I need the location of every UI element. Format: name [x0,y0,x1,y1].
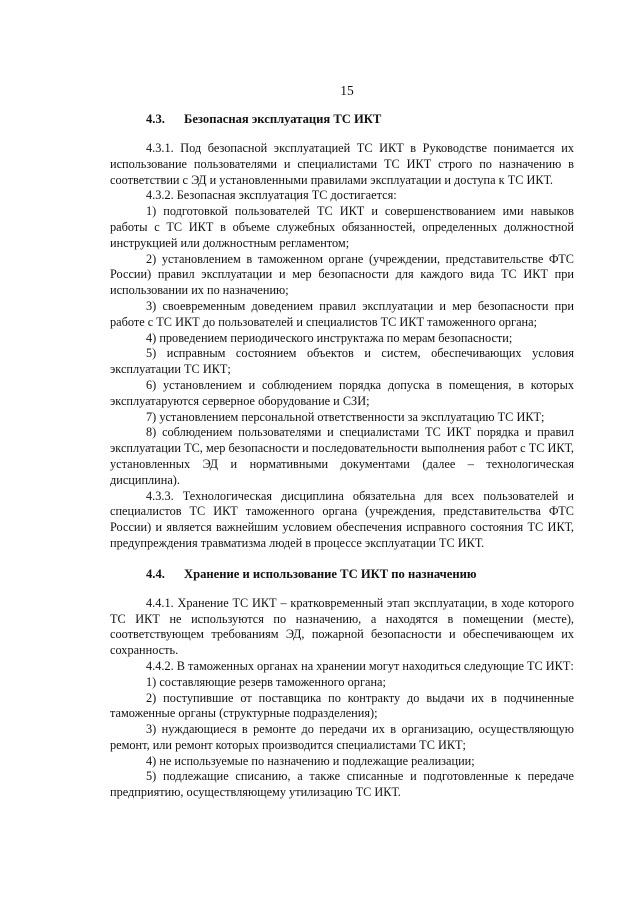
list-item-4: 4) не используемые по назначению и подлежащие реализации; [146,753,475,768]
list-item-2: 2) установлением в таможенном органе (учреждении, представительстве ФТС России) правил эксплуатации и мер безопасности для каждого вида ТС ИКТ при использовании их по назначению; [110,251,574,298]
list-item-5: 5) исправным состоянием объектов и систем, обеспечивающих условия эксплуатации ТС ИКТ; [110,346,574,377]
list-item-8: 8) соблюдением пользователями и специалистами ТС ИКТ порядка и правил эксплуатации ТС, мер безопасности и последовательности выполнения работ с ТС ИКТ, установленных ЭД и нормативными документами (далее – технологическая дисциплина). [110,425,574,487]
list-item-3: 3) нуждающиеся в ремонте до передачи их в организацию, осуществляющую ремонт, или ремонт которых производится специалистами ТС ИКТ; [110,722,574,752]
list-item-2: 2) поступившие от поставщика по контракту до выдачи их в подчиненные таможенные органы (структурные подразделения); [110,690,574,721]
section-heading-4-4 [110,566,574,582]
paragraph-4-4-1: 4.4.1. Хранение ТС ИКТ – кратковременный этап эксплуатации, в ходе которого ТС ИКТ не используются по назначению, а находятся в помещении (месте), соответствующем требованиям ЭД, пожарной безопасности и обеспечивающем их сохранность. [110,595,574,658]
list-item-5: 5) подлежащие списанию, а также списанные и подготовленные к передаче предприятию, осуществляющему утилизацию ТС ИКТ. [110,769,574,800]
section-number: 4.3. [146,112,165,126]
list-item-4: 4) проведением периодического инструктажа по мерам безопасности; [146,330,513,345]
list-item-1: 1) подготовкой пользователей ТС ИКТ и совершенствованием ими навыков работы с ТС ИКТ в объеме служебных обязанностей, определенных должностной инструкцией или должностным регламентом; [110,204,574,250]
list-item-3: 3) своевременным доведением правил эксплуатации и мер безопасности при работе с ТС ИКТ до пользователей и специалистов ТС ИКТ таможенного органа; [110,298,574,329]
list-item-7: 7) установлением персональной ответственности за эксплуатацию ТС ИКТ; [146,409,545,424]
page-number: 15 [340,83,354,98]
section-title: Хранение и использование ТС ИКТ по назначению [184,566,477,581]
paragraph-4-4-2: 4.4.2. В таможенных органах на хранении могут находиться следующие ТС ИКТ: [146,658,574,673]
paragraph-4-3-3: 4.3.3. Технологическая дисциплина обязательна для всех пользователей и специалистов ТС ИКТ таможенного органа (учреждения, представительства ФТС России) и является важнейшим условием обеспечения исправного состояния ТС ИКТ, предупреждения травматизма людей в процессе эксплуатации ТС ИКТ. [110,488,574,550]
section-heading-4-3 [110,111,574,127]
paragraph-4-3-1: 4.3.1. Под безопасной эксплуатацией ТС ИКТ в Руководстве понимается их использование пользователями и специалистами ТС ИКТ строго по назначению в соответствии с ЭД и установленными правилами эксплуатации и доступа к ТС ИКТ. [110,141,574,187]
list-item-1: 1) составляющие резерв таможенного органа; [146,674,386,689]
section-gap [110,552,574,566]
section-title: Безопасная эксплуатация ТС ИКТ [184,112,382,126]
section-number: 4.4. [146,566,165,581]
paragraph-4-3-2: 4.3.2. Безопасная эксплуатация ТС достигается: [146,188,397,203]
list-item-6: 6) установлением и соблюдением порядка допуска в помещения, в которых эксплуатаруются серверное оборудование и СЗИ; [110,377,574,408]
